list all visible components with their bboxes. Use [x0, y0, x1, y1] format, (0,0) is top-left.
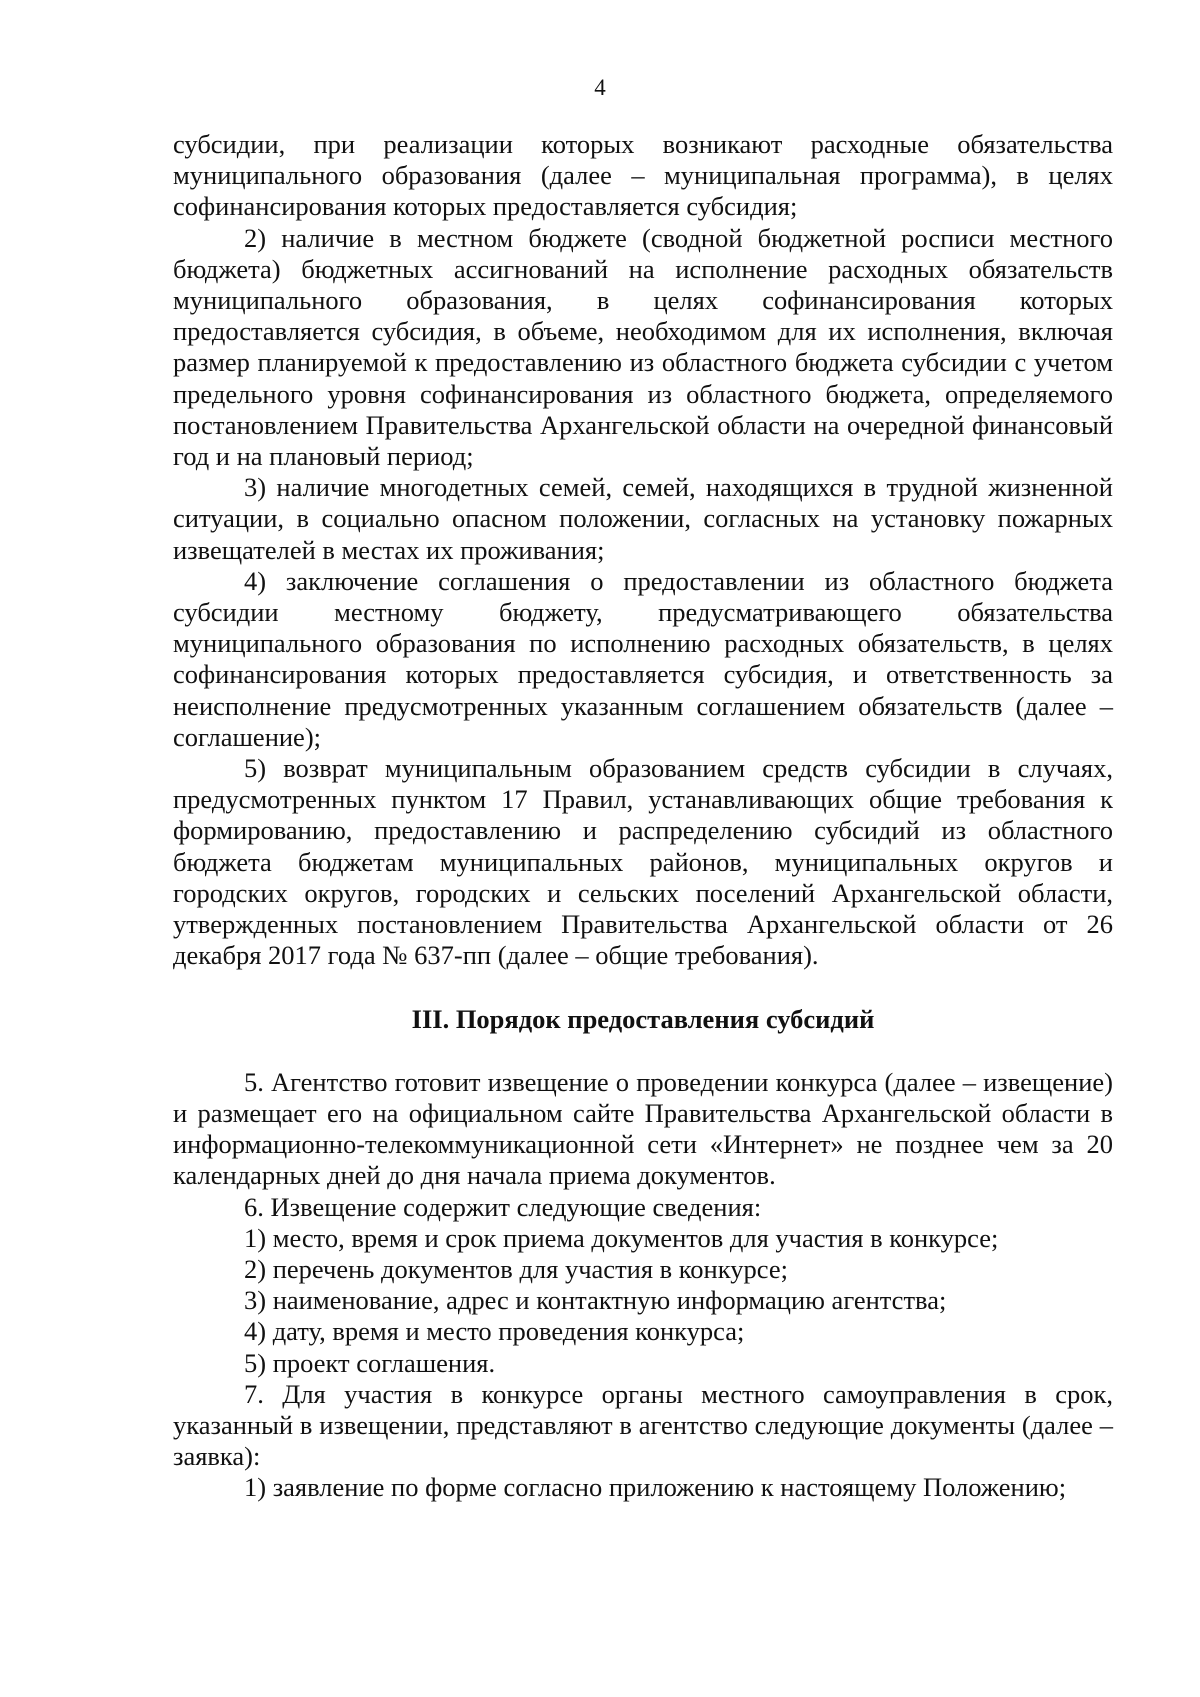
list-item: 2) перечень документов для участия в конкурсе;	[244, 1253, 788, 1284]
paragraph-item-4: 4) заключение соглашения о предоставлении из областного бюджета субсидии местному бюджету, предусматривающего обязательства муниципального образования по исполнению расходных обязательств, в целях софинансирования которых предоставляется субсидия, и ответственность за неисполнение предусмотренных указанным соглашением обязательств (далее – соглашение);	[173, 565, 1113, 752]
paragraph-6: 6. Извещение содержит следующие сведения:	[244, 1191, 762, 1222]
section-heading: III. Порядок предоставления субсидий	[411, 1004, 875, 1035]
paragraph-5: 5. Агентство готовит извещение о проведении конкурса (далее – извещение) и размещает его на официальном сайте Правительства Архангельской области в информационно-телекоммуникационной сети «Интернет» не позднее чем за 20 календарных дней до дня начала приема документов.	[173, 1066, 1113, 1191]
paragraph-7: 7. Для участия в конкурсе органы местного самоуправления в срок, указанный в извещении, представляют в агентство следующие документы (далее – заявка):	[173, 1378, 1113, 1472]
page-number: 4	[594, 75, 606, 100]
paragraph-item-2: 2) наличие в местном бюджете (сводной бюджетной росписи местного бюджета) бюджетных ассигнований на исполнение расходных обязательств муниципального образования, в целях софинансирования которых предоставляется субсидия, в объеме, необходимом для их исполнения, включая размер планируемой к предоставлению из областного бюджета субсидии с учетом предельного уровня софинансирования из областного бюджета, определяемого постановлением Правительства Архангельской области на очередной финансовый год и на плановый период;	[173, 222, 1113, 472]
list-item: 3) наименование, адрес и контактную информацию агентства;	[244, 1285, 947, 1316]
document-body	[173, 129, 1113, 1504]
paragraph-item-3: 3) наличие многодетных семей, семей, находящихся в трудной жизненной ситуации, в социально опасном положении, согласных на установку пожарных извещателей в местах их проживания;	[173, 472, 1113, 565]
list-item: 4) дату, время и место проведения конкурса;	[244, 1316, 745, 1347]
list-item: 5) проект соглашения.	[244, 1347, 496, 1378]
spacer	[173, 971, 1113, 1004]
paragraph-item-5: 5) возврат муниципальным образованием средств субсидии в случаях, предусмотренных пунктом 17 Правил, устанавливающих общие требования к формированию, предоставлению и распределению субсидий из областного бюджета бюджетам муниципальных районов, муниципальных округов и городских округов, городских и сельских поселений Архангельской области, утвержденных постановлением Правительства Архангельской области от 26 декабря 2017 года № 637-пп (далее – общие требования).	[173, 753, 1113, 971]
list-item: 1) место, время и срок приема документов для участия в конкурсе;	[244, 1222, 999, 1253]
spacer	[173, 1036, 1113, 1067]
paragraph-continuation: субсидии, при реализации которых возникают расходные обязательства муниципального образования (далее – муниципальная программа), в целях софинансирования которых предоставляется субсидия;	[173, 129, 1113, 222]
list-item: 1) заявление по форме согласно приложению к настоящему Положению;	[244, 1472, 1067, 1503]
